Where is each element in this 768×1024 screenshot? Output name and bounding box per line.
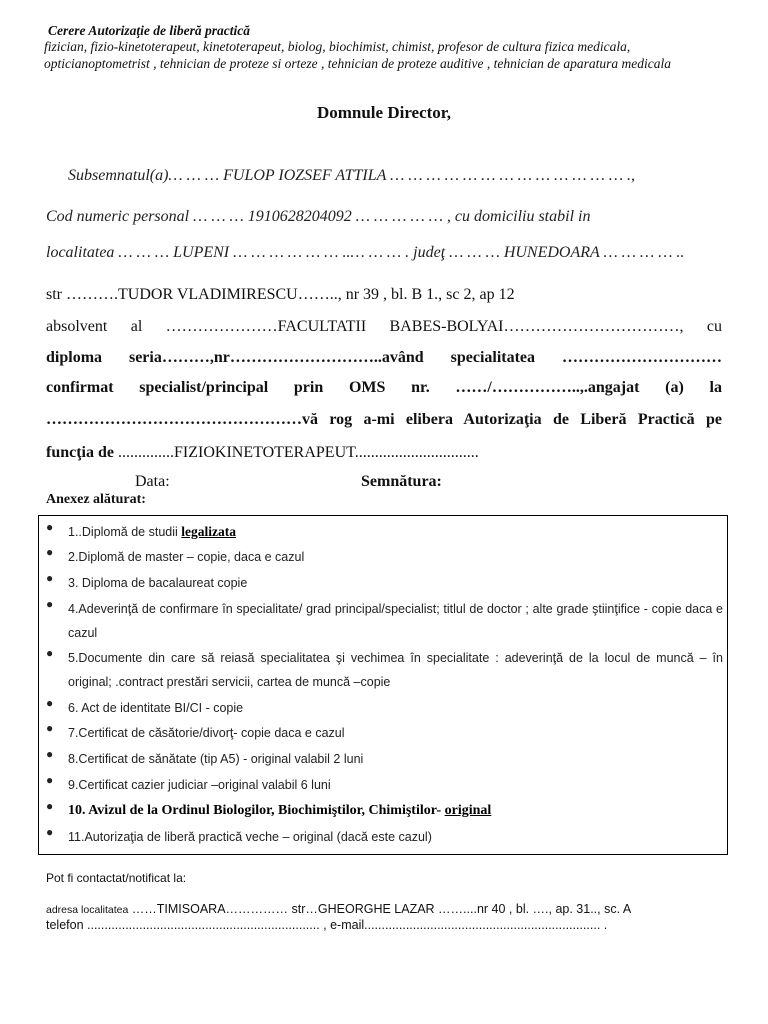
bullet-icon: ● [46, 571, 54, 585]
address-label: adresa localitatea [46, 904, 129, 916]
bullet-icon: ● [46, 545, 54, 559]
bullet-icon: ● [46, 799, 54, 813]
locality-line: localitatea … … … LUPENI … … … … … … ..… … … . judeţ … … … HUNEDOARA … … … … .. [46, 244, 685, 261]
annex-item-text: 2.Diplomă de master – copie, daca e cazul [68, 550, 305, 564]
annex-item-text: 10. Avizul de la Ordinul Biologilor, Biochimiştilor, Chimiştilor- [68, 803, 445, 818]
annex-item-emphasis: original [444, 803, 492, 818]
signature-label: Semnătura: [361, 473, 442, 490]
bullet-icon: ● [46, 721, 54, 735]
bullet-icon: ● [46, 773, 54, 787]
date-label: Data: [135, 473, 170, 490]
applicant-name-line: Subsemnatul(a)… … … FULOP IOZSEF ATTILA … … … … … … … … … … … … … ., [68, 167, 636, 184]
annex-item-text: 8.Certificat de sănătate (tip A5) - original valabil 2 luni [68, 752, 364, 766]
annex-item-text: 9.Certificat cazier judiciar –original valabil 6 luni [68, 778, 331, 792]
annex-item-text: 3. Diploma de bacalaureat copie [68, 576, 248, 590]
professions-line-1: fizician, fizio-kinetoterapeut, kinetoterapeut, biolog, biochimist, chimist, profesor de cultura fizica medicala, [44, 39, 631, 54]
request-line: …………………………………………vă rog a-mi elibera Autorizaţia de Liberă Practică pe [46, 411, 722, 428]
professions-line-2: opticianoptometrist , tehnician de proteze si orteze , tehnician de proteze auditive , tehnician de aparatura medicala [44, 56, 672, 71]
bullet-icon: ● [46, 696, 54, 710]
street-line: str ……….TUDOR VLADIMIRESCU…….., nr 39 , bl. B 1., sc 2, ap 12 [46, 286, 515, 303]
annex-item-emphasis: legalizata [181, 524, 236, 539]
bullet-icon: ● [46, 646, 54, 660]
confirmed-line: confirmat specialist/principal prin OMS nr. ……/……………..,.angajat (a) la [46, 379, 722, 396]
annex-item-text: 1..Diplomă de studii [68, 525, 182, 539]
graduate-line: absolvent al …………………FACULTATII BABES-BOLYAI……………………………, cu [46, 318, 722, 335]
diploma-line: diploma seria………,nr………………………..având specialitatea ………………………… [46, 349, 722, 366]
annex-item-text: 5.Documente din care să reiasă specialitatea şi vechimea în specialitate : adeverinţă de la locul de muncă – în original; .contract prestări servicii, cartea de muncă –copie [68, 651, 723, 689]
bullet-icon: ● [46, 520, 54, 534]
form-title: Cerere Autorizaţie de liberă practică [48, 23, 250, 38]
bullet-icon: ● [46, 747, 54, 761]
annex-item-text: 6. Act de identitate BI/CI - copie [68, 701, 244, 715]
contact-label: Pot fi contactat/notificat la: [46, 871, 187, 885]
address-line [46, 902, 631, 916]
annex-item-text: 11.Autorizaţia de liberă practică veche – original (dacă este cazul) [68, 830, 432, 844]
bullet-icon: ● [46, 825, 54, 839]
annex-heading: Anexez alăturat: [46, 492, 146, 507]
annex-item-text: 4.Adeverinţă de confirmare în specialitate/ grad principal/specialist; titlul de doctor ; alte grade ştiinţifice - copie daca e cazul [68, 602, 723, 640]
function-line [46, 444, 479, 462]
bullet-icon: ● [46, 597, 54, 611]
annex-list [38, 515, 728, 855]
function-value: ..............FIZIOKINETOTERAPEUT............................... [114, 444, 479, 461]
salutation: Domnule Director, [316, 103, 452, 122]
cnp-line: Cod numeric personal … … … 1910628204092 … … … … … , cu domiciliu stabil in [46, 208, 591, 225]
phone-email-line: telefon ................................................................... , e-mail.................................................................... . [46, 918, 608, 932]
function-label: funcţia de [46, 444, 114, 461]
address-value: ……TIMISOARA…………… str…GHEORGHE LAZAR ……....nr 40 , bl. …., ap. 31.., sc. A [128, 902, 632, 916]
annex-item-text: 7.Certificat de căsătorie/divorţ- copie daca e cazul [68, 726, 345, 740]
